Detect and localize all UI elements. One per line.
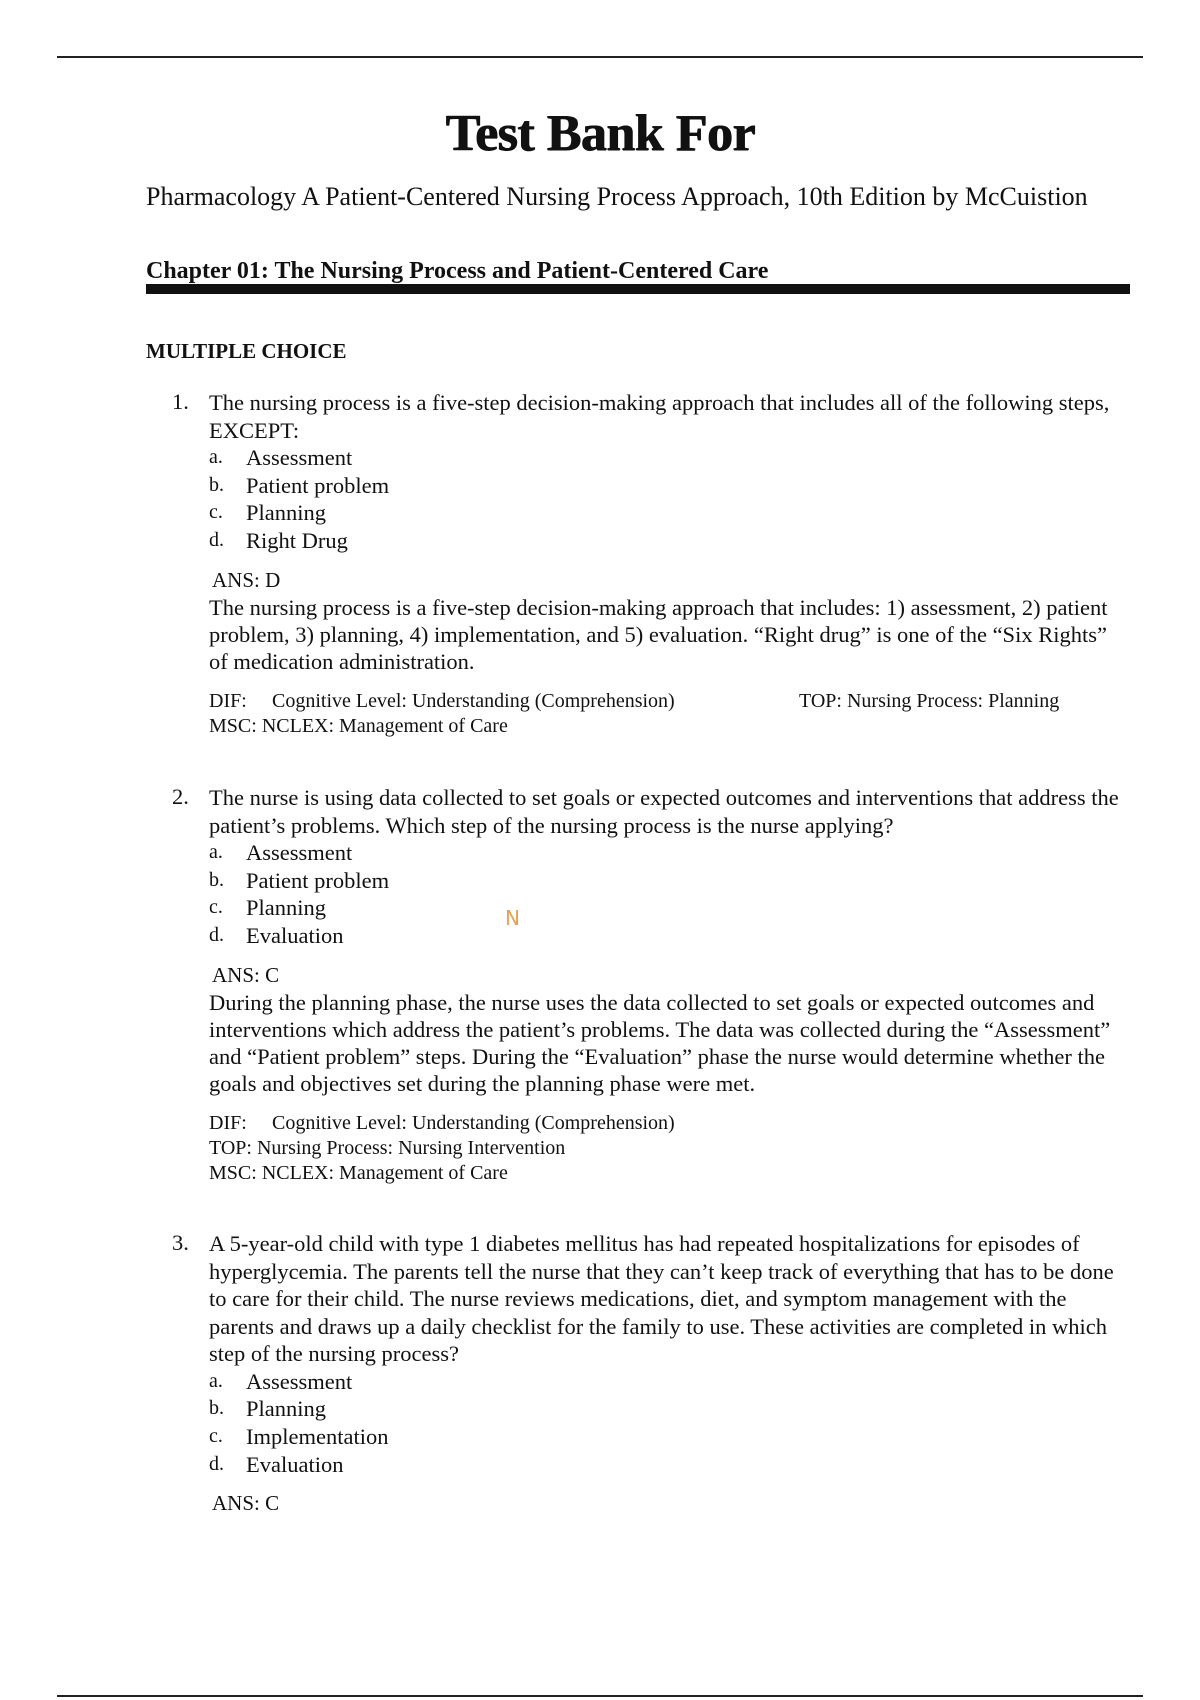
metadata-row xyxy=(209,1111,1122,1136)
choice-text: Planning xyxy=(246,895,327,921)
topic-value: Nursing Process: Planning xyxy=(846,689,1060,712)
choice-a xyxy=(209,839,1122,867)
question-2 xyxy=(172,784,1122,1186)
choice-d xyxy=(209,922,1122,950)
question-number: 3. xyxy=(172,1230,189,1255)
section-label: MULTIPLE CHOICE xyxy=(146,339,347,363)
choice-text: Evaluation xyxy=(246,923,344,949)
choice-list xyxy=(209,839,1122,950)
msc-label: MSC: xyxy=(209,1161,257,1184)
question-3 xyxy=(172,1230,1122,1517)
answer-key: ANS: D xyxy=(212,567,281,592)
choice-c xyxy=(209,894,1122,922)
choice-text: Assessment xyxy=(246,840,353,865)
choice-letter: c. xyxy=(209,896,223,919)
choice-text: Patient problem xyxy=(246,867,390,893)
choice-letter: d. xyxy=(209,924,224,947)
msc-value: NCLEX: Management of Care xyxy=(261,1161,508,1184)
choice-text: Assessment xyxy=(246,1368,353,1394)
choice-c xyxy=(209,1423,1122,1451)
choice-b xyxy=(209,472,1122,500)
question-stem: The nursing process is a five-step decision-making approach that includes all of the following steps, EXCEPT: xyxy=(209,390,1110,443)
question-1 xyxy=(172,389,1122,739)
choice-letter: c. xyxy=(209,501,223,524)
choice-list xyxy=(209,1368,1122,1479)
metadata-row xyxy=(209,714,1122,739)
msc-value: NCLEX: Management of Care xyxy=(261,714,508,737)
question-stem: The nurse is using data collected to set goals or expected outcomes and interventions that address the patient’s problems. Which step of the nursing process is the nurse applying? xyxy=(209,785,1119,838)
topic-value: Nursing Process: Nursing Intervention xyxy=(256,1136,566,1159)
question-metadata xyxy=(209,689,1122,739)
chapter-underline-bar xyxy=(146,284,1130,294)
difficulty-value: Cognitive Level: Understanding (Comprehension) xyxy=(272,689,675,712)
metadata-row xyxy=(209,1161,1122,1186)
choice-a xyxy=(209,444,1122,472)
metadata-row xyxy=(209,689,1122,714)
choice-letter: a. xyxy=(209,841,223,863)
choice-letter: b. xyxy=(209,1397,224,1420)
choice-text: Right Drug xyxy=(246,528,348,554)
question-number: 1. xyxy=(172,389,189,414)
top-label: TOP: xyxy=(799,689,842,712)
choice-d xyxy=(209,527,1122,555)
topic-meta xyxy=(799,689,1059,714)
question-stem: A 5-year-old child with type 1 diabetes mellitus has had repeated hospitalizations for episodes of hyperglycemia. The parents tell the nurse that they can’t keep track of everything that has to be done to care for their child. The nurse reviews medications, diet, and symptom management with the parents and draws up a daily checklist for the family to use. These activities are completed in which step of the nursing process? xyxy=(209,1231,1114,1366)
page-title: Test Bank For xyxy=(445,105,755,162)
choice-c xyxy=(209,499,1122,527)
choice-b xyxy=(209,1395,1122,1423)
choice-text: Planning xyxy=(246,1396,327,1422)
choice-letter: c. xyxy=(209,1424,223,1447)
msc-label: MSC: xyxy=(209,714,257,737)
choice-letter: a. xyxy=(209,446,223,468)
watermark-letter: N xyxy=(505,906,520,930)
choice-text: Patient problem xyxy=(246,472,390,498)
top-rule xyxy=(57,56,1143,58)
dif-label: DIF: xyxy=(209,1111,247,1134)
answer-rationale: The nursing process is a five-step decision-making approach that includes: 1) assessment, 2) patient problem, 3) planning, 4) implementation, and 5) evaluation. “Right drug” is one of the “Six Rights” of medication administration. xyxy=(209,594,1108,674)
top-label: TOP: xyxy=(209,1136,252,1159)
choice-text: Implementation xyxy=(246,1423,389,1449)
answer-key: ANS: C xyxy=(212,962,280,987)
bottom-rule xyxy=(57,1695,1143,1697)
answer-key: ANS: C xyxy=(212,1491,280,1516)
choice-letter: b. xyxy=(209,473,224,496)
book-subtitle: Pharmacology A Patient-Centered Nursing Process Approach, 10th Edition by McCuistion xyxy=(146,182,1088,211)
choice-d xyxy=(209,1451,1122,1479)
dif-label: DIF: xyxy=(209,689,247,712)
choice-letter: d. xyxy=(209,529,224,552)
chapter-heading: Chapter 01: The Nursing Process and Patient-Centered Care xyxy=(146,258,769,284)
choice-text: Assessment xyxy=(246,445,353,470)
choice-list xyxy=(209,444,1122,555)
choice-letter: b. xyxy=(209,868,224,891)
choice-b xyxy=(209,867,1122,895)
choice-letter: d. xyxy=(209,1452,224,1475)
choice-text: Planning xyxy=(246,500,327,526)
answer-rationale: During the planning phase, the nurse uses the data collected to set goals or expected outcomes and interventions which address the patient’s problems. The data was collected during the “Assessment” and “Patient problem” steps. During the “Evaluation” phase the nurse would determine whether the goals and objectives set during the planning phase were met. xyxy=(209,989,1111,1096)
question-metadata xyxy=(209,1111,1122,1186)
choice-letter: a. xyxy=(209,1369,223,1392)
choice-a xyxy=(209,1368,1122,1396)
metadata-row xyxy=(209,1136,1122,1161)
difficulty-value: Cognitive Level: Understanding (Comprehension) xyxy=(272,1111,675,1134)
question-number: 2. xyxy=(172,784,189,809)
choice-text: Evaluation xyxy=(246,1451,344,1477)
